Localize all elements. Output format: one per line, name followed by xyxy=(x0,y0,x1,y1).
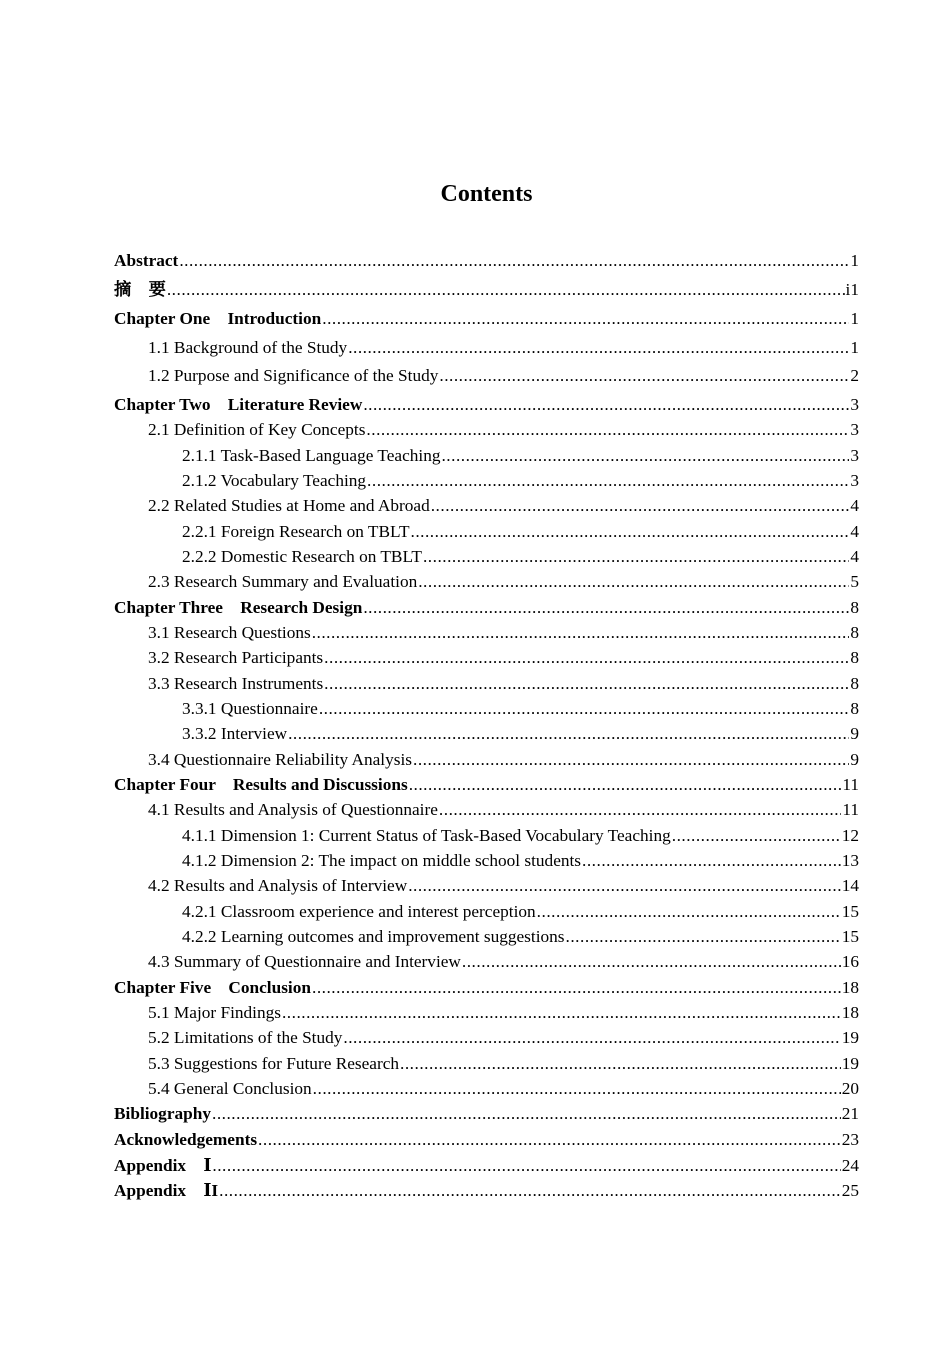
toc-entry-label: 4.1 Results and Analysis of Questionnaire xyxy=(148,800,438,819)
toc-entry-label: 2.1 Definition of Key Concepts xyxy=(148,420,366,439)
toc-page-number: 25 xyxy=(841,1181,859,1200)
dot-leader xyxy=(439,365,849,387)
dot-leader xyxy=(319,698,850,720)
toc-entry-3-3-2[interactable] xyxy=(182,723,859,745)
toc-entry-appendix-2[interactable] xyxy=(114,1180,859,1202)
toc-entry-label: 4.2.1 Classroom experience and interest perception xyxy=(182,902,536,921)
dot-leader xyxy=(363,597,849,619)
toc-entry-5-1[interactable] xyxy=(148,1002,859,1024)
toc-entry-label: 4.1.1 Dimension 1: Current Status of Task-Based Vocabulary Teaching xyxy=(182,826,671,845)
toc-page-number: 15 xyxy=(841,927,859,946)
dot-leader xyxy=(179,250,849,272)
toc-page-number: 15 xyxy=(841,902,859,921)
toc-entry-4-2-1[interactable] xyxy=(182,901,859,923)
toc-page-number: 8 xyxy=(850,699,859,718)
toc-entry-label: 1.1 Background of the Study xyxy=(148,338,348,357)
dot-leader xyxy=(324,647,849,669)
toc-page-number: 8 xyxy=(850,623,859,642)
toc-entry-1-1[interactable] xyxy=(148,337,859,359)
toc-page-number: 8 xyxy=(850,648,859,667)
toc-page-number: 4 xyxy=(850,522,859,541)
toc-entry-label: Chapter Two Literature Review xyxy=(114,395,363,414)
toc-page-number: 11 xyxy=(842,775,859,794)
dot-leader xyxy=(212,1155,840,1177)
toc-entry-label: 5.1 Major Findings xyxy=(148,1003,281,1022)
toc-entry-chapter-three[interactable] xyxy=(114,597,859,619)
toc-entry-5-4[interactable] xyxy=(148,1078,859,1100)
toc-page-number: 19 xyxy=(841,1028,859,1047)
dot-leader xyxy=(566,926,841,948)
toc-entry-2-2[interactable] xyxy=(148,495,859,517)
toc-page-number: 23 xyxy=(841,1130,859,1149)
toc-entry-label: 摘 要 xyxy=(114,280,166,299)
toc-entry-label: 2.1.1 Task-Based Language Teaching xyxy=(182,446,441,465)
toc-entry-label: 3.3.2 Interview xyxy=(182,724,288,743)
toc-entry-label: 4.1.2 Dimension 2: The impact on middle school students xyxy=(182,851,582,870)
toc-entry-2-2-1[interactable] xyxy=(182,521,859,543)
toc-entry-label: Appendix Ⅰ xyxy=(114,1156,212,1175)
toc-page-number: 8 xyxy=(850,674,859,693)
toc-page-number: 1 xyxy=(850,338,859,357)
toc-entry-bibliography[interactable] xyxy=(114,1103,859,1125)
dot-leader xyxy=(409,774,842,796)
toc-entry-chapter-one[interactable] xyxy=(114,308,859,330)
dot-leader xyxy=(423,546,849,568)
toc-entry-chapter-four[interactable] xyxy=(114,774,859,796)
toc-page-number: 12 xyxy=(841,826,859,845)
toc-entry-4-3[interactable] xyxy=(148,951,859,973)
dot-leader xyxy=(343,1027,840,1049)
toc-entry-5-3[interactable] xyxy=(148,1053,859,1075)
toc-entry-label: Chapter One Introduction xyxy=(114,309,322,328)
toc-entry-label: 5.2 Limitations of the Study xyxy=(148,1028,343,1047)
toc-entry-3-3[interactable] xyxy=(148,673,859,695)
toc-page-number: 11 xyxy=(842,800,859,819)
dot-leader xyxy=(322,308,849,330)
toc-entry-3-2[interactable] xyxy=(148,647,859,669)
toc-entry-label: 2.1.2 Vocabulary Teaching xyxy=(182,471,367,490)
toc-entry-4-2-2[interactable] xyxy=(182,926,859,948)
toc-entry-label: 4.3 Summary of Questionnaire and Interview xyxy=(148,952,461,971)
toc-page-number: 4 xyxy=(850,496,859,515)
toc-page-number: 19 xyxy=(841,1054,859,1073)
dot-leader xyxy=(367,470,849,492)
toc-entry-label: Abstract xyxy=(114,251,179,270)
dot-leader xyxy=(348,337,849,359)
toc-entry-label: 2.2 Related Studies at Home and Abroad xyxy=(148,496,430,515)
dot-leader xyxy=(366,419,849,441)
toc-entry-label: 4.2.2 Learning outcomes and improvement suggestions xyxy=(182,927,565,946)
dot-leader xyxy=(441,445,849,467)
toc-page-number: 1 xyxy=(850,251,859,270)
dot-leader xyxy=(411,521,850,543)
toc-page-number: 14 xyxy=(841,876,859,895)
dot-leader xyxy=(462,951,841,973)
dot-leader xyxy=(288,723,849,745)
toc-page-number: 3 xyxy=(850,420,859,439)
toc-page-number: 2 xyxy=(850,366,859,385)
toc-entry-label: Chapter Five Conclusion xyxy=(114,978,311,997)
toc-page-number: 16 xyxy=(841,952,859,971)
toc-page-number: i1 xyxy=(845,280,859,299)
toc-entry-label: 3.3 Research Instruments xyxy=(148,674,324,693)
dot-leader xyxy=(167,279,845,301)
toc-page-number: 1 xyxy=(850,309,859,328)
toc-entry-label: 3.3.1 Questionnaire xyxy=(182,699,318,718)
toc-entry-label: Acknowledgements xyxy=(114,1130,258,1149)
toc-page-number: 24 xyxy=(841,1156,859,1175)
toc-entry-5-2[interactable] xyxy=(148,1027,859,1049)
toc-page-number: 18 xyxy=(841,1003,859,1022)
dot-leader xyxy=(431,495,850,517)
toc-entry-4-1[interactable] xyxy=(148,799,859,821)
toc-entry-label: 3.4 Questionnaire Reliability Analysis xyxy=(148,750,412,769)
dot-leader xyxy=(537,901,841,923)
toc-entry-label: 1.2 Purpose and Significance of the Study xyxy=(148,366,439,385)
toc-entry-label: 2.2.2 Domestic Research on TBLT xyxy=(182,547,422,566)
dot-leader xyxy=(282,1002,841,1024)
toc-page-number: 13 xyxy=(841,851,859,870)
toc-page-number: 18 xyxy=(841,978,859,997)
toc-entry-label: Appendix ⅠI xyxy=(114,1181,219,1200)
toc-page-number: 3 xyxy=(850,446,859,465)
toc-entry-label: 5.4 General Conclusion xyxy=(148,1079,312,1098)
dot-leader xyxy=(258,1129,841,1151)
toc-entry-label: 3.2 Research Participants xyxy=(148,648,324,667)
toc-entry-1-2[interactable] xyxy=(148,365,859,387)
dot-leader xyxy=(324,673,849,695)
toc-entry-2-3[interactable] xyxy=(148,571,859,593)
dot-leader xyxy=(363,394,849,416)
toc-entry-chapter-five[interactable] xyxy=(114,977,859,999)
toc-entry-2-1-1[interactable] xyxy=(182,445,859,467)
toc-page-number: 9 xyxy=(850,750,859,769)
toc-page-number: 21 xyxy=(841,1104,859,1123)
toc-entry-label: Chapter Three Research Design xyxy=(114,598,363,617)
toc-entry-label: 5.3 Suggestions for Future Research xyxy=(148,1054,400,1073)
toc-page-number: 3 xyxy=(850,471,859,490)
toc-entry-4-1-1[interactable] xyxy=(182,825,859,847)
dot-leader xyxy=(582,850,841,872)
toc-entry-2-1[interactable] xyxy=(148,419,859,441)
toc-entry-abstract[interactable] xyxy=(114,250,859,272)
toc-entry-chapter-two[interactable] xyxy=(114,394,859,416)
dot-leader xyxy=(312,622,850,644)
dot-leader xyxy=(313,1078,841,1100)
toc-page-number: 5 xyxy=(850,572,859,591)
toc-entry-4-1-2[interactable] xyxy=(182,850,859,872)
toc-entry-2-2-2[interactable] xyxy=(182,546,859,568)
dot-leader xyxy=(219,1180,841,1202)
dot-leader xyxy=(672,825,841,847)
dot-leader xyxy=(400,1053,841,1075)
toc-entry-appendix-1[interactable] xyxy=(114,1155,859,1177)
dot-leader xyxy=(418,571,849,593)
toc-page-number: 20 xyxy=(841,1079,859,1098)
toc-entry-label: 3.1 Research Questions xyxy=(148,623,311,642)
toc-entry-label: Chapter Four Results and Discussions xyxy=(114,775,408,794)
toc-entry-4-2[interactable] xyxy=(148,875,859,897)
toc-entry-acknowledgements[interactable] xyxy=(114,1129,859,1151)
toc-entry-label: 2.2.1 Foreign Research on TBLT xyxy=(182,522,410,541)
toc-entry-3-3-1[interactable] xyxy=(182,698,859,720)
toc-entry-label: Bibliography xyxy=(114,1104,211,1123)
dot-leader xyxy=(408,875,841,897)
toc-entry-chinese-abstract[interactable] xyxy=(114,279,859,301)
toc-page-number: 9 xyxy=(850,724,859,743)
toc-page-number: 4 xyxy=(850,547,859,566)
dot-leader xyxy=(212,1103,841,1125)
dot-leader xyxy=(413,749,849,771)
toc-page-number: 8 xyxy=(850,598,859,617)
dot-leader xyxy=(312,977,841,999)
toc-entry-2-1-2[interactable] xyxy=(182,470,859,492)
toc-entry-label: 4.2 Results and Analysis of Interview xyxy=(148,876,408,895)
dot-leader xyxy=(439,799,841,821)
toc-entry-3-1[interactable] xyxy=(148,622,859,644)
toc-entry-label: 2.3 Research Summary and Evaluation xyxy=(148,572,418,591)
page-title: Contents xyxy=(440,181,533,207)
toc-page-number: 3 xyxy=(850,395,859,414)
toc-entry-3-4[interactable] xyxy=(148,749,859,771)
